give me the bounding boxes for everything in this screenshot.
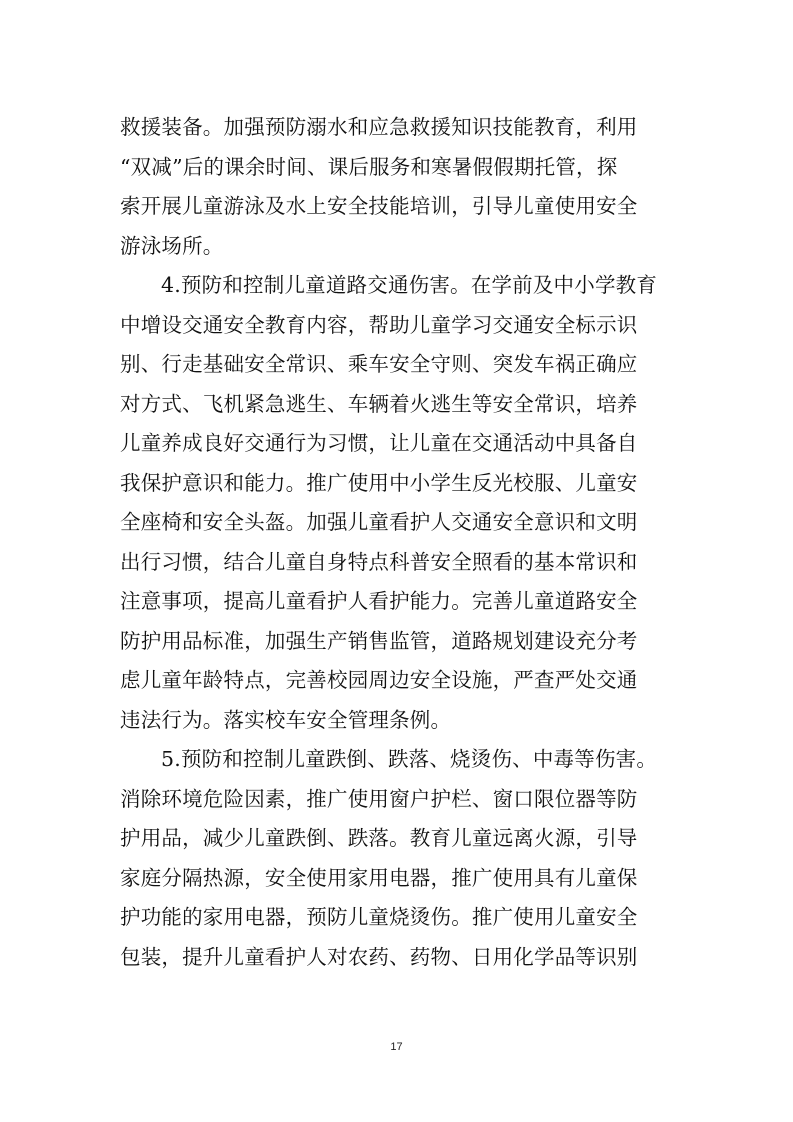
text-line: 对方式、飞机紧急逃生、车辆着火逃生等安全常识，培养 [120,391,638,416]
page-number: 17 [390,1041,403,1053]
body-text [120,108,676,977]
section-5-first-line: 5.预防和控制儿童跌倒、跌落、烧烫伤、中毒等伤害。 [161,747,658,771]
text-line: 护用品，减少儿童跌倒、跌落。教育儿童远离火源，引导 [120,826,638,850]
text-line: 中增设交通安全教育内容，帮助儿童学习交通安全标示识 [120,312,638,337]
text-line: 虑儿童年龄特点，完善校园周边安全设施，严查严处交通 [120,668,638,692]
text-line: 包装，提升儿童看护人对农药、药物、日用化学品等识别 [120,944,638,969]
text-line: 别、行走基础安全常识、乘车安全守则、突发车祸正确应 [120,352,638,376]
text-line: 违法行为。落实校车安全管理条例。 [120,707,452,732]
text-line: “双减”后的课余时间、课后服务和寒暑假假期托管，探 [120,154,618,179]
text-line: 出行习惯，结合儿童自身特点科普安全照看的基本常识和 [120,549,638,574]
text-line: 儿童养成良好交通行为习惯，让儿童在交通活动中具备自 [120,431,638,455]
text-line: 游泳场所。 [120,233,224,258]
section-4-first-line: 4.预防和控制儿童道路交通伤害。在学前及中小学教育 [161,273,658,297]
text-line: 注意事项，提高儿童看护人看护能力。完善儿童道路安全 [120,589,638,613]
text-line: 防护用品标准，加强生产销售监管，道路规划建设充分考 [120,628,638,653]
text-line: 家庭分隔热源，安全使用家用电器，推广使用具有儿童保 [120,865,638,890]
text-line: 我保护意识和能力。推广使用中小学生反光校服、儿童安 [120,470,638,495]
text-line: 护功能的家用电器，预防儿童烧烫伤。推广使用儿童安全 [120,905,638,929]
text-line: 救援装备。加强预防溺水和应急救援知识技能教育，利用 [120,115,638,139]
text-line: 消除环境危险因素，推广使用窗户护栏、窗口限位器等防 [120,786,638,811]
text-line: 索开展儿童游泳及水上安全技能培训，引导儿童使用安全 [120,194,638,218]
text-line: 全座椅和安全头盔。加强儿童看护人交通安全意识和文明 [120,510,638,534]
